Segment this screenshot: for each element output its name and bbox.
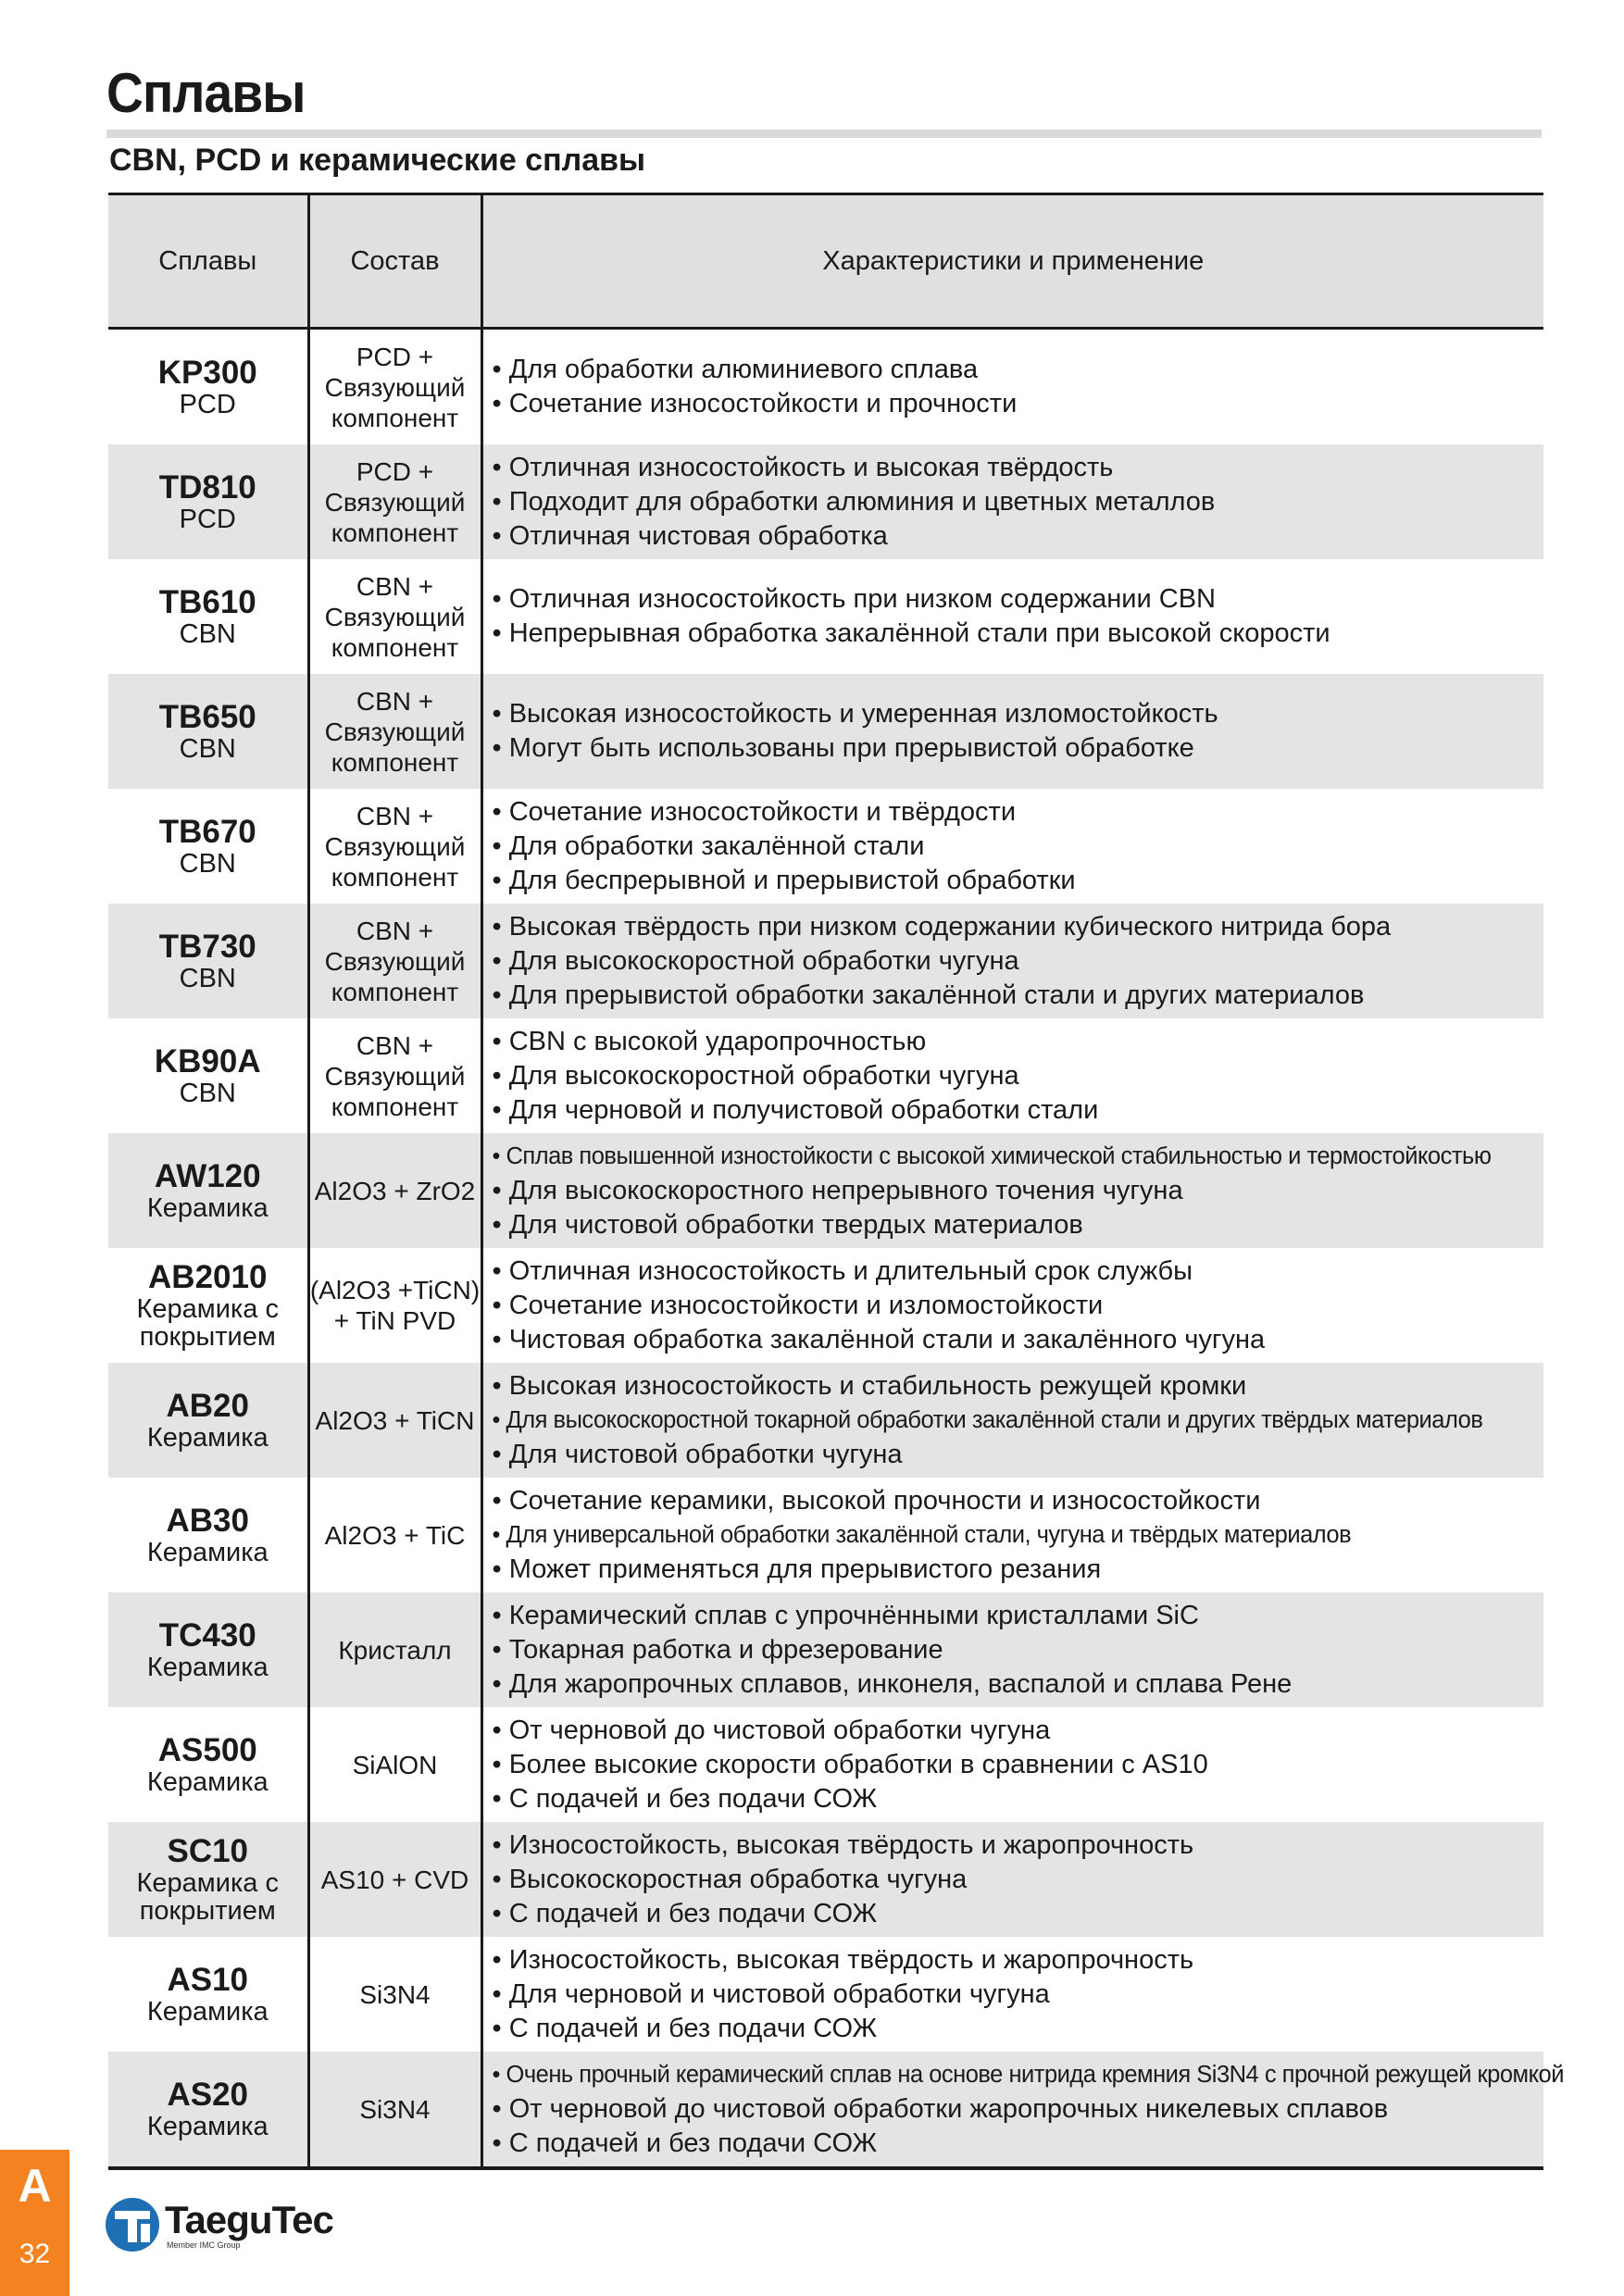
composition-text: CBN + Связующий компонент (324, 686, 466, 777)
page-number: 32 (19, 2239, 51, 2269)
alloy-type: Керамика с покрытием (136, 1868, 279, 1926)
composition-cell (308, 904, 481, 1018)
feature-item: • Высокая твёрдость при низком содержании кубического нитрида бора (493, 910, 1544, 944)
feature-item: • Непрерывная обработка закалённой стали при высокой скорости (493, 617, 1544, 651)
characteristics-cell (481, 904, 1543, 1018)
alloy-cell (108, 1592, 308, 1707)
table-row (108, 1018, 1543, 1133)
feature-item: • С подачей и без подачи СОЖ (493, 1782, 1544, 1816)
composition-text: AS10 + CVD (320, 1865, 469, 1894)
alloy-type: CBN (179, 1079, 236, 1108)
feature-item: • Высокая износостойкость и умеренная изломостойкость (493, 697, 1544, 731)
brand-name: TaeguTec (165, 2198, 333, 2241)
characteristics-cell (481, 2052, 1564, 2168)
table-row (108, 904, 1543, 1018)
section-tab (0, 2150, 69, 2296)
page-subtitle: CBN, PCD и керамические сплавы (109, 143, 646, 178)
feature-item: • Сочетание керамики, высокой прочности и износостойкости (493, 1484, 1544, 1518)
alloy-cell (108, 559, 308, 674)
composition-text: CBN + Связующий компонент (324, 1030, 466, 1121)
composition-cell (308, 1707, 481, 1822)
feature-item: • Для обработки закалённой стали (493, 830, 1544, 864)
feature-item: • Отличная износостойкость при низком содержании CBN (493, 582, 1544, 617)
alloy-code: TD810 (158, 469, 256, 505)
table-header (108, 194, 1543, 329)
alloys-table (108, 193, 1564, 2170)
feature-item: • Для высокоскоростного непрерывного точения чугуна (493, 1174, 1544, 1208)
alloy-cell (108, 2052, 308, 2168)
feature-item: • Для жаропрочных сплавов, инконеля, васпалой и сплава Рене (493, 1667, 1544, 1702)
composition-cell (308, 2052, 481, 2168)
feature-item: • С подачей и без подачи СОЖ (493, 2127, 1544, 2161)
alloy-type: Керамика (146, 1193, 269, 1223)
alloy-cell (108, 1937, 308, 2052)
feature-item: • Отличная чистовая обработка (493, 519, 1544, 554)
feature-item: • Для высокоскоростной токарной обработки закалённой стали и других твёрдых материалов (493, 1404, 1544, 1438)
alloys-table-container (108, 193, 1564, 2170)
alloy-type: PCD (179, 390, 236, 419)
composition-text: CBN + Связующий компонент (324, 801, 466, 892)
characteristics-cell (481, 1363, 1543, 1478)
table-row (108, 789, 1543, 904)
feature-item: • Более высокие скорости обработки в сравнении с AS10 (493, 1748, 1544, 1782)
alloy-cell (108, 904, 308, 1018)
table-body (108, 329, 1564, 2169)
alloy-code: AB30 (166, 1503, 249, 1539)
alloy-code: AS10 (167, 1962, 249, 1998)
characteristics-cell (481, 674, 1543, 789)
characteristics-cell (481, 1018, 1543, 1133)
alloy-type: Керамика (146, 1423, 269, 1453)
alloy-type: Керамика (146, 1538, 269, 1567)
alloy-code: AS500 (157, 1732, 257, 1768)
page-title: Сплавы (106, 62, 306, 124)
composition-text: Si3N4 (359, 2094, 431, 2124)
feature-item: • Для чистовой обработки чугуна (493, 1438, 1544, 1472)
brand-logo (104, 2192, 333, 2257)
feature-item: • С подачей и без подачи СОЖ (493, 2012, 1544, 2046)
table-row (108, 1363, 1543, 1478)
alloy-type: Керамика (146, 2112, 269, 2141)
feature-item: • Отличная износостойкость и длительный срок службы (493, 1254, 1544, 1289)
composition-text: Al2O3 + TiCN (315, 1405, 475, 1435)
feature-item: • Высокоскоростная обработка чугуна (493, 1863, 1544, 1897)
alloy-cell (108, 674, 308, 789)
composition-cell (308, 1018, 481, 1133)
characteristics-cell (481, 1822, 1543, 1937)
feature-item: • Очень прочный керамический сплав на основе нитрида кремния Si3N4 с прочной режущей кромкой (493, 2058, 1544, 2092)
feature-item: • Может применяться для прерывистого резания (493, 1553, 1544, 1587)
composition-cell (308, 789, 481, 904)
table-row (108, 329, 1543, 445)
feature-item: • Для беспрерывной и прерывистой обработки (493, 864, 1544, 898)
characteristics-cell (481, 1133, 1543, 1248)
feature-item: • Чистовая обработка закалённой стали и закалённого чугуна (493, 1323, 1544, 1357)
composition-text: CBN + Связующий компонент (324, 571, 466, 662)
composition-text: PCD + Связующий компонент (324, 342, 466, 432)
alloy-code: AW120 (154, 1158, 261, 1194)
composition-cell (308, 1937, 481, 2052)
characteristics-cell (481, 1248, 1543, 1363)
alloy-code: AB2010 (148, 1259, 268, 1295)
alloy-cell (108, 1478, 308, 1592)
table-row (108, 1937, 1543, 2052)
table-row (108, 1248, 1543, 1363)
taegutec-logo-icon (104, 2196, 161, 2253)
composition-text: SiAlON (352, 1750, 438, 1779)
composition-cell (308, 1133, 481, 1248)
feature-item: • Износостойкость, высокая твёрдость и жаропрочность (493, 1943, 1544, 1978)
header-characteristics: Характеристики и применение (481, 194, 1543, 329)
alloy-cell (108, 1133, 308, 1248)
feature-item: • Для черновой и чистовой обработки чугуна (493, 1978, 1544, 2012)
title-divider (106, 130, 1542, 138)
feature-item: • Для универсальной обработки закалённой стали, чугуна и твёрдых материалов (493, 1518, 1544, 1553)
feature-item: • Для высокоскоростной обработки чугуна (493, 944, 1544, 979)
alloy-code: TB610 (158, 584, 256, 620)
composition-text: PCD + Связующий компонент (324, 456, 466, 547)
alloy-cell (108, 1822, 308, 1937)
alloy-type: CBN (179, 964, 236, 993)
composition-cell (308, 1248, 481, 1363)
composition-cell (308, 1478, 481, 1592)
composition-text: Si3N4 (359, 1979, 431, 2009)
feature-item: • С подачей и без подачи СОЖ (493, 1897, 1544, 1931)
table-row (108, 674, 1543, 789)
alloy-type: Керамика (146, 1767, 269, 1797)
composition-text: Кристалл (338, 1635, 452, 1665)
composition-cell (308, 1592, 481, 1707)
alloy-cell (108, 1248, 308, 1363)
characteristics-cell (481, 789, 1543, 904)
table-row (108, 2052, 1543, 2168)
alloy-cell (108, 1018, 308, 1133)
feature-item: • Керамический сплав с упрочнёнными кристаллами SiC (493, 1599, 1544, 1633)
alloy-cell (108, 444, 308, 559)
feature-item: • Для прерывистой обработки закалённой стали и других материалов (493, 979, 1544, 1013)
table-row (108, 1133, 1543, 1248)
table-row (108, 1822, 1543, 1937)
alloy-cell (108, 789, 308, 904)
header-composition: Состав (308, 194, 481, 329)
alloy-code: KB90A (154, 1043, 261, 1079)
alloy-code: AS20 (167, 2077, 249, 2113)
alloy-code: KP300 (157, 355, 257, 391)
table-row (108, 444, 1543, 559)
composition-cell (308, 559, 481, 674)
feature-item: • От черновой до чистовой обработки жаропрочных никелевых сплавов (493, 2092, 1544, 2127)
feature-item: • Отличная износостойкость и высокая твёрдость (493, 451, 1544, 485)
table-header-row (108, 194, 1543, 329)
feature-item: • CBN с высокой ударопрочностью (493, 1025, 1544, 1059)
characteristics-cell (481, 1707, 1543, 1822)
feature-item: • Для обработки алюминиевого сплава (493, 353, 1544, 387)
section-letter: A (18, 2160, 52, 2212)
composition-cell (308, 444, 481, 559)
composition-text: (Al2O3 +TiCN) + TiN PVD (309, 1276, 481, 1335)
composition-text: CBN + Связующий компонент (324, 916, 466, 1006)
alloy-code: TB650 (158, 699, 256, 735)
composition-text: Al2O3 + TiC (324, 1520, 466, 1550)
feature-item: • Для черновой и получистовой обработки стали (493, 1093, 1544, 1128)
feature-item: • Токарная работка и фрезерование (493, 1633, 1544, 1667)
characteristics-cell (481, 1478, 1543, 1592)
alloy-code: TB670 (158, 814, 256, 850)
alloy-code: TB730 (158, 929, 256, 965)
composition-cell (308, 329, 481, 445)
composition-cell (308, 674, 481, 789)
table-row (108, 1478, 1543, 1592)
header-alloys: Сплавы (108, 194, 308, 329)
feature-item: • Для чистовой обработки твердых материалов (493, 1208, 1544, 1242)
feature-item: • Сплав повышенной изностойкости с высокой химической стабильностью и термостойкостью (493, 1140, 1544, 1174)
alloy-type: Керамика с покрытием (136, 1294, 279, 1352)
feature-item: • Для высокоскоростной обработки чугуна (493, 1059, 1544, 1093)
composition-cell (308, 1363, 481, 1478)
alloy-type: PCD (179, 505, 236, 534)
alloy-cell (108, 329, 308, 445)
feature-item: • Износостойкость, высокая твёрдость и жаропрочность (493, 1828, 1544, 1863)
characteristics-cell (481, 1937, 1543, 2052)
alloy-cell (108, 1363, 308, 1478)
characteristics-cell (481, 329, 1543, 445)
brand-tagline: Member IMC Group (167, 2240, 241, 2250)
alloy-code: AB20 (166, 1388, 249, 1424)
characteristics-cell (481, 444, 1543, 559)
table-row (108, 559, 1543, 674)
alloy-code: SC10 (167, 1833, 249, 1869)
feature-item: • Сочетание износостойкости и изломостойкости (493, 1289, 1544, 1323)
feature-item: • Сочетание износостойкости и прочности (493, 387, 1544, 421)
alloy-type: Керамика (146, 1997, 269, 2027)
composition-cell (308, 1822, 481, 1937)
alloy-type: CBN (179, 619, 236, 649)
feature-item: • От черновой до чистовой обработки чугуна (493, 1714, 1544, 1748)
alloy-cell (108, 1707, 308, 1822)
characteristics-cell (481, 559, 1543, 674)
composition-text: Al2O3 + ZrO2 (314, 1176, 476, 1205)
feature-item: • Сочетание износостойкости и твёрдости (493, 795, 1544, 830)
alloy-type: CBN (179, 734, 236, 764)
feature-item: • Подходит для обработки алюминия и цветных металлов (493, 485, 1544, 519)
feature-item: • Могут быть использованы при прерывистой обработке (493, 731, 1544, 766)
alloy-code: TC430 (158, 1617, 256, 1653)
alloy-type: Керамика (146, 1653, 269, 1682)
characteristics-cell (481, 1592, 1543, 1707)
feature-item: • Высокая износостойкость и стабильность режущей кромки (493, 1369, 1544, 1404)
alloy-type: CBN (179, 849, 236, 879)
table-row (108, 1707, 1543, 1822)
table-row (108, 1592, 1543, 1707)
